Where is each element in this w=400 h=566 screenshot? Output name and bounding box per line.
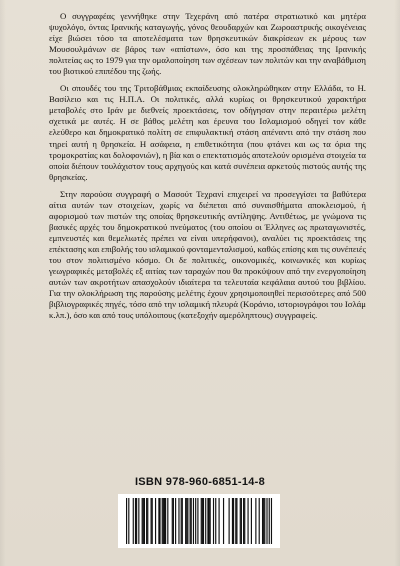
barcode-bar	[146, 498, 147, 544]
barcode-bar	[229, 498, 230, 544]
barcode-bar	[201, 498, 202, 544]
barcode-bar	[235, 498, 236, 544]
barcode-bar	[241, 498, 242, 544]
barcode-bar	[215, 498, 216, 544]
barcode-bar	[210, 498, 211, 544]
barcode-bar	[251, 498, 252, 544]
barcode-bar	[219, 498, 220, 544]
barcode-bar	[244, 498, 245, 544]
barcode-bar	[213, 498, 214, 544]
barcode-bar	[159, 498, 160, 544]
barcode-bar	[190, 498, 191, 544]
barcode-bar	[143, 498, 144, 544]
isbn-label: ISBN 978-960-6851-14-8	[134, 476, 266, 488]
paragraph-author-bio: Ο συγγραφέας γεννήθηκε στην Τεχεράνη από πατέρα στρατιωτικό και μητέρα ψυχολόγο, όντας Ιρανικής καταγωγής, γόνος θεουδαρχών και Ζωροαστρικής οικογένειας είχε βιώσει τόσο τα αποτελέσματα των θρησκευτικών διακρίσεων εκ μέρους των Μουσουλμάνων σε βάρος των «απίστων», όσο και της προσπάθειας της Ιρανικής πολιτείας ως το 1979 για την ομαλοποίηση των σχέσεων των πολιτών και την αναβάθμιση του βιοτικού επιπέδου της ζωής.	[49, 11, 366, 77]
barcode-bar	[195, 498, 196, 544]
barcode-bar	[181, 498, 182, 544]
barcode-bar	[236, 498, 237, 544]
barcode-bar	[205, 498, 206, 544]
barcode-bar	[152, 498, 153, 544]
blurb-text	[49, 11, 366, 321]
barcode-bar	[262, 498, 263, 544]
barcode-bar	[128, 498, 129, 544]
barcode-bar	[158, 498, 159, 544]
barcode-bar	[269, 498, 270, 544]
barcode-bar	[182, 498, 183, 544]
barcode-bar	[223, 498, 224, 544]
barcode-bar	[208, 498, 209, 544]
barcode-bar	[259, 498, 260, 544]
barcode-bar	[138, 498, 139, 544]
barcode-bar	[187, 498, 188, 544]
barcode-bar	[191, 498, 192, 544]
barcode-bar	[162, 498, 163, 544]
barcode-bar	[263, 498, 264, 544]
barcode-bar	[135, 498, 136, 544]
barcode-bar	[126, 498, 127, 544]
barcode-bar	[203, 498, 204, 544]
barcode-bar	[167, 498, 168, 544]
barcode-graphic	[118, 494, 280, 548]
barcode-bar	[271, 498, 272, 544]
barcode-bar	[186, 498, 187, 544]
barcode-bar	[173, 498, 174, 544]
barcode-bar	[178, 498, 179, 544]
barcode-bar	[233, 498, 234, 544]
barcode-bar	[165, 498, 166, 544]
barcode-bar	[185, 498, 186, 544]
barcode-bar	[202, 498, 203, 544]
barcode-bar	[142, 498, 143, 544]
barcode	[118, 494, 280, 548]
barcode-bar	[163, 498, 164, 544]
barcode-bar	[193, 498, 194, 544]
barcode-bar	[175, 498, 176, 544]
barcode-bar	[151, 498, 152, 544]
barcode-bar	[264, 498, 265, 544]
barcode-bar	[197, 498, 198, 544]
barcode-bar	[207, 498, 208, 544]
barcode-bar	[247, 498, 248, 544]
barcode-bar	[164, 498, 165, 544]
barcode-bar	[232, 498, 233, 544]
barcode-bar	[136, 498, 137, 544]
barcode-bar	[240, 498, 241, 544]
barcode-bar	[133, 498, 134, 544]
barcode-bar	[266, 498, 267, 544]
paragraph-studies: Οι σπουδές του της Τριτοβάθμιας εκπαίδευσης ολοκληρώθηκαν στην Ελλάδα, το Η. Βασίλειο και τις Η.Π.Α. Οι πολιτικές, αλλά κυρίως οι θρησκευτικού χαρακτήρα μεταβολές στο Ιράν με διεθνείς προεκτάσεις, τον οδήγησαν στην περαιτέρω μελέτη σχετικά με αυτές. Η σε βάθος μελέτη και έρευνα του Ισλαμισμού οδηγεί τον κάθε ελεύθερο και δημοκρατικό πολίτη σε επιφυλακτική στάση απέναντι από την στάση που τηρεί αυτή η θρησκεία. Η ασάφεια, η επιθετικότητα (που φτάνει και ως τα όρια της τρομοκρατίας και δολοφονιών), η βία και ο επεκτατισμός αποτελούν ορισμένα στοιχεία τα οποία διέπουν τουλάχιστον τους αρχηγούς και κατά συνέπεια αρκετούς πιστούς αυτής της θρησκείας.	[49, 83, 366, 182]
barcode-bar	[255, 498, 256, 544]
barcode-bar	[147, 498, 148, 544]
barcode-bar	[155, 498, 156, 544]
barcode-bar	[172, 498, 173, 544]
paragraph-book-summary: Στην παρούσα συγγραφή ο Μασούτ Τεχρανί επιχειρεί να προσεγγίσει τα βαθύτερα αίτια αυτών των στοιχείων, χωρίς να διέπεται από συναισθήματα αποκλεισμού, ή αφορισμού των πιστών της οποίας θρησκευτικής αντίληψης. Αντιθέτως, με γνώμονα τις βασικές αρχές του δημοκρατικού πνεύματος (του οποίου οι Έλληνες ως πρωταγωνιστές, εμπνευστές και θεμελιωτές πρέπει να είναι υπερήφανοι), αναλύει τις προεκτάσεις της επέκτασης και επιβολής του ισλαμικού φονταμενταλισμού, καθώς επίσης και τις συνέπειές του στον πολιτισμένο κόσμο. Οι δε πολιτικές, οικονομικές, κοινωνικές και κυρίως γεωγραφικές μεταβολές εξ αιτίας των ταραχών που θα προκύψουν από την ενεργοποίηση αυτών των ακροτήτων απασχολούν ιδιαίτερα τα τελευταία κεφάλαια αυτού του βιβλίου. Για την ολοκλήρωση της παρούσης μελέτης έχουν χρησιμοποιηθεί περισσότερες από 500 βιβλιογραφικές πηγές, τόσο από την ισλαμική πλευρά (Κοράνιο, ιστοριογράφοι του Ισλάμ κ.λπ.), όσο και από τους υπόλοιπους (κατεξοχήν αμερόληπτους) συγγραφείς.	[49, 188, 366, 321]
barcode-bar	[144, 498, 145, 544]
barcode-bar	[243, 498, 244, 544]
